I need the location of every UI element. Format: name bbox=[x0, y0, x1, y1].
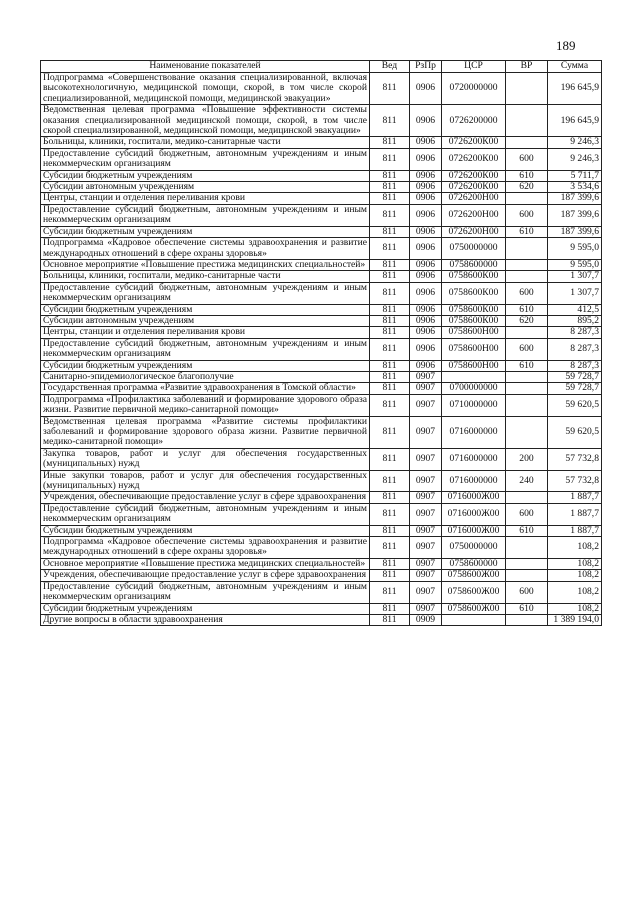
cell-name: Подпрограмма «Кадровое обеспечение системы здравоохранения и развитие международных отношений в сфере охраны здоровья» bbox=[41, 238, 370, 260]
table-row bbox=[41, 603, 602, 614]
cell-rzpr: 0907 bbox=[410, 525, 442, 536]
cell-ved: 811 bbox=[370, 503, 410, 525]
cell-vr: 610 bbox=[506, 304, 548, 315]
table-row bbox=[41, 204, 602, 226]
cell-vr: 600 bbox=[506, 282, 548, 304]
page-number: 189 bbox=[556, 38, 576, 53]
table-row bbox=[41, 525, 602, 536]
cell-csr: 0716000Ж00 bbox=[442, 492, 506, 503]
cell-vr: 240 bbox=[506, 470, 548, 492]
budget-table bbox=[40, 60, 602, 626]
table-row bbox=[41, 558, 602, 569]
cell-csr: 0716000Ж00 bbox=[442, 503, 506, 525]
cell-name: Учреждения, обеспечивающие предоставление услуг в сфере здравоохранения bbox=[41, 492, 370, 503]
table-row bbox=[41, 271, 602, 282]
cell-csr: 0720000000 bbox=[442, 73, 506, 105]
table-row bbox=[41, 238, 602, 260]
cell-ved: 811 bbox=[370, 193, 410, 204]
table-row bbox=[41, 537, 602, 559]
cell-name: Предоставление субсидий бюджетным, автономным учреждениям и иным некоммерческим организациям bbox=[41, 581, 370, 603]
cell-name: Предоставление субсидий бюджетным, автономным учреждениям и иным некоммерческим организациям bbox=[41, 338, 370, 360]
cell-rzpr: 0906 bbox=[410, 315, 442, 326]
cell-vr bbox=[506, 327, 548, 338]
cell-sum: 8 287,3 bbox=[548, 327, 602, 338]
cell-sum: 1 887,7 bbox=[548, 525, 602, 536]
cell-name: Предоставление субсидий бюджетным, автономным учреждениям и иным некоммерческим организациям bbox=[41, 282, 370, 304]
table-row bbox=[41, 338, 602, 360]
table-row bbox=[41, 614, 602, 625]
cell-rzpr: 0907 bbox=[410, 394, 442, 416]
cell-name: Субсидии бюджетным учреждениям bbox=[41, 170, 370, 181]
cell-vr: 610 bbox=[506, 170, 548, 181]
header-vr: ВР bbox=[506, 61, 548, 73]
table-row bbox=[41, 503, 602, 525]
cell-ved: 811 bbox=[370, 614, 410, 625]
cell-vr: 600 bbox=[506, 204, 548, 226]
cell-sum: 108,2 bbox=[548, 603, 602, 614]
cell-name: Предоставление субсидий бюджетным, автономным учреждениям и иным некоммерческим организациям bbox=[41, 503, 370, 525]
cell-name: Субсидии бюджетным учреждениям bbox=[41, 304, 370, 315]
cell-csr: 0758600000 bbox=[442, 558, 506, 569]
cell-rzpr: 0906 bbox=[410, 137, 442, 148]
cell-rzpr: 0907 bbox=[410, 503, 442, 525]
table-row bbox=[41, 259, 602, 270]
header-name: Наименование показателей bbox=[41, 61, 370, 73]
cell-rzpr: 0906 bbox=[410, 327, 442, 338]
cell-rzpr: 0906 bbox=[410, 360, 442, 371]
cell-vr: 610 bbox=[506, 525, 548, 536]
table-row bbox=[41, 193, 602, 204]
cell-sum: 1 307,7 bbox=[548, 271, 602, 282]
cell-sum: 8 287,3 bbox=[548, 338, 602, 360]
cell-rzpr: 0906 bbox=[410, 259, 442, 270]
cell-name: Больницы, клиники, госпитали, медико-санитарные части bbox=[41, 137, 370, 148]
cell-vr bbox=[506, 105, 548, 137]
cell-ved: 811 bbox=[370, 371, 410, 382]
table-row bbox=[41, 282, 602, 304]
cell-sum: 57 732,8 bbox=[548, 448, 602, 470]
table-row bbox=[41, 383, 602, 394]
cell-name: Основное мероприятие «Повышение престижа медицинских специальностей» bbox=[41, 259, 370, 270]
cell-sum: 1 307,7 bbox=[548, 282, 602, 304]
cell-rzpr: 0906 bbox=[410, 304, 442, 315]
table-row bbox=[41, 304, 602, 315]
cell-ved: 811 bbox=[370, 282, 410, 304]
cell-name: Субсидии бюджетным учреждениям bbox=[41, 525, 370, 536]
cell-name: Основное мероприятие «Повышение престижа медицинских специальностей» bbox=[41, 558, 370, 569]
cell-name: Учреждения, обеспечивающие предоставление услуг в сфере здравоохранения bbox=[41, 570, 370, 581]
header-csr: ЦСР bbox=[442, 61, 506, 73]
cell-vr bbox=[506, 238, 548, 260]
table-body bbox=[41, 73, 602, 626]
cell-name: Подпрограмма «Совершенствование оказания специализированной, включая высокотехнологичную, медицинской помощи, скорой, в том числе скорой специализированной, медицинской помощи, медицинской эвакуации» bbox=[41, 73, 370, 105]
cell-rzpr: 0906 bbox=[410, 170, 442, 181]
cell-rzpr: 0907 bbox=[410, 581, 442, 603]
cell-rzpr: 0906 bbox=[410, 226, 442, 237]
cell-ved: 811 bbox=[370, 182, 410, 193]
cell-rzpr: 0907 bbox=[410, 603, 442, 614]
cell-ved: 811 bbox=[370, 525, 410, 536]
table-row bbox=[41, 148, 602, 170]
cell-sum: 3 534,6 bbox=[548, 182, 602, 193]
table-row bbox=[41, 182, 602, 193]
cell-vr: 610 bbox=[506, 603, 548, 614]
cell-sum: 196 645,9 bbox=[548, 105, 602, 137]
cell-csr: 0726200К00 bbox=[442, 182, 506, 193]
cell-ved: 811 bbox=[370, 315, 410, 326]
cell-ved: 811 bbox=[370, 226, 410, 237]
cell-name: Субсидии бюджетным учреждениям bbox=[41, 226, 370, 237]
cell-vr bbox=[506, 416, 548, 448]
cell-rzpr: 0906 bbox=[410, 182, 442, 193]
cell-name: Закупка товаров, работ и услуг для обеспечения государственных (муниципальных) нужд bbox=[41, 448, 370, 470]
cell-csr: 0758600К00 bbox=[442, 282, 506, 304]
cell-sum: 57 732,8 bbox=[548, 470, 602, 492]
cell-sum: 9 595,0 bbox=[548, 238, 602, 260]
cell-csr bbox=[442, 371, 506, 382]
cell-vr bbox=[506, 394, 548, 416]
cell-rzpr: 0906 bbox=[410, 282, 442, 304]
cell-csr: 0758600К00 bbox=[442, 304, 506, 315]
cell-rzpr: 0907 bbox=[410, 537, 442, 559]
cell-vr bbox=[506, 137, 548, 148]
cell-vr: 200 bbox=[506, 448, 548, 470]
cell-name: Иные закупки товаров, работ и услуг для обеспечения государственных (муниципальных) нужд bbox=[41, 470, 370, 492]
table-row bbox=[41, 137, 602, 148]
cell-name: Санитарно-эпидемиологическое благополучие bbox=[41, 371, 370, 382]
cell-ved: 811 bbox=[370, 383, 410, 394]
cell-csr: 0716000000 bbox=[442, 416, 506, 448]
cell-ved: 811 bbox=[370, 170, 410, 181]
cell-vr: 620 bbox=[506, 315, 548, 326]
table-row bbox=[41, 170, 602, 181]
cell-ved: 811 bbox=[370, 304, 410, 315]
cell-vr: 600 bbox=[506, 503, 548, 525]
cell-sum: 108,2 bbox=[548, 581, 602, 603]
table-row bbox=[41, 581, 602, 603]
cell-name: Больницы, клиники, госпитали, медико-санитарные части bbox=[41, 271, 370, 282]
cell-rzpr: 0907 bbox=[410, 492, 442, 503]
cell-sum: 1 887,7 bbox=[548, 503, 602, 525]
cell-name: Другие вопросы в области здравоохранения bbox=[41, 614, 370, 625]
cell-ved: 811 bbox=[370, 558, 410, 569]
cell-vr bbox=[506, 614, 548, 625]
cell-csr: 0726200К00 bbox=[442, 137, 506, 148]
table-row bbox=[41, 448, 602, 470]
cell-ved: 811 bbox=[370, 492, 410, 503]
table-header bbox=[41, 61, 602, 73]
cell-rzpr: 0906 bbox=[410, 105, 442, 137]
table-row bbox=[41, 105, 602, 137]
cell-vr bbox=[506, 271, 548, 282]
cell-sum: 1 887,7 bbox=[548, 492, 602, 503]
cell-csr: 0758600К00 bbox=[442, 315, 506, 326]
cell-name: Субсидии бюджетным учреждениям bbox=[41, 603, 370, 614]
cell-csr: 0726200Н00 bbox=[442, 193, 506, 204]
cell-name: Субсидии автономным учреждениям bbox=[41, 182, 370, 193]
cell-ved: 811 bbox=[370, 204, 410, 226]
cell-ved: 811 bbox=[370, 448, 410, 470]
table-row bbox=[41, 371, 602, 382]
cell-sum: 9 246,3 bbox=[548, 137, 602, 148]
cell-rzpr: 0906 bbox=[410, 148, 442, 170]
cell-ved: 811 bbox=[370, 416, 410, 448]
cell-ved: 811 bbox=[370, 73, 410, 105]
cell-vr: 600 bbox=[506, 338, 548, 360]
cell-name: Предоставление субсидий бюджетным, автономным учреждениям и иным некоммерческим организациям bbox=[41, 204, 370, 226]
cell-csr: 0758600Н00 bbox=[442, 360, 506, 371]
cell-csr: 0716000Ж00 bbox=[442, 525, 506, 536]
header-row bbox=[41, 61, 602, 73]
cell-rzpr: 0907 bbox=[410, 558, 442, 569]
cell-csr: 0758600Ж00 bbox=[442, 581, 506, 603]
cell-name: Государственная программа «Развитие здравоохранения в Томской области» bbox=[41, 383, 370, 394]
cell-csr: 0716000000 bbox=[442, 448, 506, 470]
cell-rzpr: 0906 bbox=[410, 73, 442, 105]
cell-name: Ведомственная целевая программа «Развитие системы профилактики заболеваний и формирование здорового образа жизни. Развитие первичной медико-санитарной помощи» bbox=[41, 416, 370, 448]
cell-rzpr: 0907 bbox=[410, 371, 442, 382]
cell-vr bbox=[506, 193, 548, 204]
cell-csr: 0726200Н00 bbox=[442, 204, 506, 226]
table-row bbox=[41, 394, 602, 416]
table-row bbox=[41, 470, 602, 492]
cell-csr: 0716000000 bbox=[442, 470, 506, 492]
cell-rzpr: 0907 bbox=[410, 383, 442, 394]
cell-csr: 0758600000 bbox=[442, 259, 506, 270]
cell-rzpr: 0906 bbox=[410, 338, 442, 360]
cell-rzpr: 0906 bbox=[410, 193, 442, 204]
cell-sum: 187 399,6 bbox=[548, 204, 602, 226]
cell-csr: 0758600Н00 bbox=[442, 338, 506, 360]
header-sum: Сумма bbox=[548, 61, 602, 73]
cell-vr bbox=[506, 259, 548, 270]
cell-csr: 0726200000 bbox=[442, 105, 506, 137]
cell-sum: 59 620,5 bbox=[548, 394, 602, 416]
cell-rzpr: 0906 bbox=[410, 271, 442, 282]
cell-ved: 811 bbox=[370, 259, 410, 270]
cell-csr: 0758600Н00 bbox=[442, 327, 506, 338]
cell-vr bbox=[506, 73, 548, 105]
cell-rzpr: 0907 bbox=[410, 416, 442, 448]
cell-vr: 600 bbox=[506, 581, 548, 603]
cell-sum: 1 389 194,0 bbox=[548, 614, 602, 625]
cell-csr: 0758600К00 bbox=[442, 271, 506, 282]
cell-sum: 59 728,7 bbox=[548, 371, 602, 382]
cell-ved: 811 bbox=[370, 470, 410, 492]
cell-ved: 811 bbox=[370, 238, 410, 260]
cell-csr: 0700000000 bbox=[442, 383, 506, 394]
cell-sum: 895,2 bbox=[548, 315, 602, 326]
cell-ved: 811 bbox=[370, 394, 410, 416]
cell-csr: 0750000000 bbox=[442, 238, 506, 260]
cell-csr: 0758600Ж00 bbox=[442, 603, 506, 614]
cell-csr bbox=[442, 614, 506, 625]
cell-vr bbox=[506, 371, 548, 382]
cell-ved: 811 bbox=[370, 338, 410, 360]
cell-ved: 811 bbox=[370, 570, 410, 581]
cell-sum: 59 728,7 bbox=[548, 383, 602, 394]
cell-sum: 9 246,3 bbox=[548, 148, 602, 170]
cell-sum: 108,2 bbox=[548, 570, 602, 581]
cell-vr bbox=[506, 492, 548, 503]
table-row bbox=[41, 570, 602, 581]
cell-ved: 811 bbox=[370, 360, 410, 371]
cell-vr bbox=[506, 537, 548, 559]
table-row bbox=[41, 360, 602, 371]
cell-sum: 59 620,5 bbox=[548, 416, 602, 448]
cell-name: Субсидии бюджетным учреждениям bbox=[41, 360, 370, 371]
cell-csr: 0710000000 bbox=[442, 394, 506, 416]
cell-ved: 811 bbox=[370, 148, 410, 170]
cell-csr: 0726200К00 bbox=[442, 148, 506, 170]
header-rzpr: РзПр bbox=[410, 61, 442, 73]
cell-ved: 811 bbox=[370, 603, 410, 614]
cell-ved: 811 bbox=[370, 137, 410, 148]
table-row bbox=[41, 226, 602, 237]
table-row bbox=[41, 327, 602, 338]
cell-rzpr: 0907 bbox=[410, 470, 442, 492]
cell-name: Предоставление субсидий бюджетным, автономным учреждениям и иным некоммерческим организациям bbox=[41, 148, 370, 170]
cell-rzpr: 0907 bbox=[410, 448, 442, 470]
cell-vr bbox=[506, 558, 548, 569]
cell-vr: 610 bbox=[506, 360, 548, 371]
cell-ved: 811 bbox=[370, 271, 410, 282]
cell-sum: 196 645,9 bbox=[548, 73, 602, 105]
cell-rzpr: 0909 bbox=[410, 614, 442, 625]
cell-csr: 0758600Ж00 bbox=[442, 570, 506, 581]
cell-ved: 811 bbox=[370, 581, 410, 603]
cell-csr: 0750000000 bbox=[442, 537, 506, 559]
cell-ved: 811 bbox=[370, 105, 410, 137]
cell-vr bbox=[506, 383, 548, 394]
cell-name: Центры, станции и отделения переливания крови bbox=[41, 193, 370, 204]
cell-sum: 108,2 bbox=[548, 558, 602, 569]
cell-sum: 187 399,6 bbox=[548, 226, 602, 237]
table-row bbox=[41, 492, 602, 503]
cell-sum: 5 711,7 bbox=[548, 170, 602, 181]
cell-name: Ведомственная целевая программа «Повышение эффективности системы оказания специализированной медицинской помощи, скорой, в том числе скорой специализированной, медицинской помощи, медицинской эвакуации» bbox=[41, 105, 370, 137]
cell-rzpr: 0907 bbox=[410, 570, 442, 581]
header-ved: Вед bbox=[370, 61, 410, 73]
cell-csr: 0726200Н00 bbox=[442, 226, 506, 237]
cell-sum: 187 399,6 bbox=[548, 193, 602, 204]
cell-rzpr: 0906 bbox=[410, 238, 442, 260]
table-row bbox=[41, 73, 602, 105]
cell-ved: 811 bbox=[370, 537, 410, 559]
cell-vr: 610 bbox=[506, 226, 548, 237]
cell-vr: 600 bbox=[506, 148, 548, 170]
cell-rzpr: 0906 bbox=[410, 204, 442, 226]
cell-vr: 620 bbox=[506, 182, 548, 193]
cell-sum: 9 595,0 bbox=[548, 259, 602, 270]
cell-name: Центры, станции и отделения переливания крови bbox=[41, 327, 370, 338]
cell-ved: 811 bbox=[370, 327, 410, 338]
table-row bbox=[41, 416, 602, 448]
cell-name: Подпрограмма «Профилактика заболеваний и формирование здорового образа жизни. Развитие первичной медико-санитарной помощи» bbox=[41, 394, 370, 416]
cell-sum: 8 287,3 bbox=[548, 360, 602, 371]
cell-name: Подпрограмма «Кадровое обеспечение системы здравоохранения и развитие международных отношений в сфере охраны здоровья» bbox=[41, 537, 370, 559]
cell-name: Субсидии автономным учреждениям bbox=[41, 315, 370, 326]
cell-csr: 0726200К00 bbox=[442, 170, 506, 181]
table-row bbox=[41, 315, 602, 326]
cell-sum: 108,2 bbox=[548, 537, 602, 559]
cell-sum: 412,5 bbox=[548, 304, 602, 315]
cell-vr bbox=[506, 570, 548, 581]
